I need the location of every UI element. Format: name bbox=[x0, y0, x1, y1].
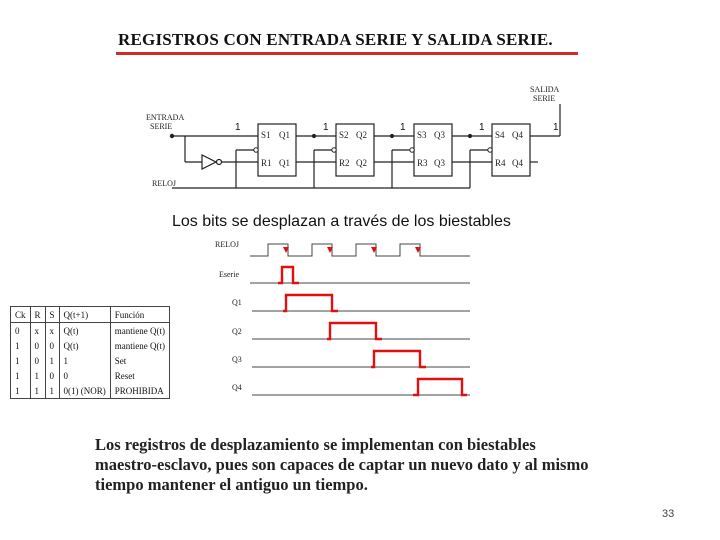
column-header: S bbox=[45, 307, 59, 323]
description-text bbox=[95, 435, 635, 495]
table-cell: 1 bbox=[30, 368, 45, 383]
bit-value: 1 bbox=[235, 122, 241, 133]
table-cell: 1 bbox=[45, 353, 59, 368]
table-cell: Q(t) bbox=[59, 323, 110, 339]
table-cell: PROHIBIDA bbox=[114, 385, 164, 396]
table-cell: 0 bbox=[30, 338, 45, 353]
table-row bbox=[11, 323, 170, 339]
bit-value: 1 bbox=[323, 122, 329, 133]
ff3-q-label: Q3 bbox=[434, 130, 445, 140]
slide-title: REGISTROS CON ENTRADA SERIE Y SALIDA SERIE. bbox=[118, 30, 553, 49]
column-header: Ck bbox=[11, 307, 31, 323]
table-header-row bbox=[11, 307, 170, 323]
input-label-2: SERIE bbox=[150, 122, 173, 131]
clock-waveform bbox=[250, 244, 470, 256]
column-header: R bbox=[30, 307, 45, 323]
table-cell: 0(1) (NOR) bbox=[59, 383, 110, 399]
ff1-qn-label: Q1 bbox=[279, 158, 290, 168]
clock-label: RELOJ bbox=[152, 179, 176, 188]
ff2-s-label: S2 bbox=[339, 130, 349, 140]
bit-value: 1 bbox=[400, 122, 406, 133]
page-number: 33 bbox=[662, 508, 675, 520]
bit-value: 1 bbox=[479, 122, 485, 133]
q4-pulse bbox=[413, 379, 467, 395]
signal-label: RELOJ bbox=[215, 240, 239, 249]
signal-label: Q1 bbox=[232, 298, 242, 307]
ff2-qn-label: Q2 bbox=[356, 158, 367, 168]
ff2-r-label: R2 bbox=[339, 158, 350, 168]
table-cell: Q(t) bbox=[59, 338, 110, 353]
signal-label: Q3 bbox=[232, 355, 242, 364]
ff3-s-label: S3 bbox=[417, 130, 427, 140]
eserie-pulse bbox=[278, 267, 299, 283]
output-label-1: SALIDA bbox=[530, 85, 560, 94]
q3-pulse bbox=[371, 351, 426, 367]
diagram-caption: Los bits se desplazan a través de los biestables bbox=[172, 213, 511, 230]
table-cell: x bbox=[45, 323, 59, 339]
table-row bbox=[11, 338, 170, 353]
ff3-qn-label: Q3 bbox=[434, 158, 445, 168]
ff2-q-label: Q2 bbox=[356, 130, 367, 140]
table-cell: x bbox=[30, 323, 45, 339]
table-cell: 1 bbox=[30, 383, 45, 399]
description-line: tiempo mantener el antiguo un tiempo. bbox=[95, 475, 368, 494]
ff3-r-label: R3 bbox=[417, 158, 428, 168]
q1-pulse bbox=[283, 295, 338, 311]
column-header: Q(t+1) bbox=[59, 307, 110, 323]
q2-pulse bbox=[327, 323, 382, 339]
table-row bbox=[11, 368, 170, 383]
table-row bbox=[11, 383, 170, 399]
description-line: maestro-esclavo, pues son capaces de captar un nuevo dato y al mismo bbox=[95, 455, 589, 474]
table-cell: Reset bbox=[114, 370, 135, 381]
input-label-1: ENTRADA bbox=[146, 113, 185, 122]
table-cell: 1 bbox=[11, 368, 31, 383]
table-cell: mantiene Q(t) bbox=[114, 325, 166, 336]
table-cell: Set bbox=[114, 355, 127, 366]
table-cell: 0 bbox=[30, 353, 45, 368]
ff4-qn-label: Q4 bbox=[512, 158, 523, 168]
table-cell: 1 bbox=[11, 383, 31, 399]
table-cell: 0 bbox=[59, 368, 110, 383]
ff4-s-label: S4 bbox=[495, 130, 505, 140]
table-cell: 0 bbox=[11, 323, 31, 339]
ff1-r-label: R1 bbox=[261, 158, 272, 168]
ff4-q-label: Q4 bbox=[512, 130, 523, 140]
ff1-q-label: Q1 bbox=[279, 130, 290, 140]
table-row bbox=[11, 353, 170, 368]
table-cell: 1 bbox=[11, 338, 31, 353]
table-cell: 0 bbox=[45, 338, 59, 353]
column-header: Función bbox=[110, 307, 169, 323]
description-line: Los registros de desplazamiento se implementan con biestables bbox=[95, 435, 536, 454]
ff4-r-label: R4 bbox=[495, 158, 506, 168]
table-cell: 1 bbox=[59, 353, 110, 368]
table-cell: mantiene Q(t) bbox=[114, 340, 166, 351]
bit-value: 1 bbox=[553, 122, 559, 133]
table-cell: 1 bbox=[45, 383, 59, 399]
signal-label: Q2 bbox=[232, 327, 242, 336]
table-cell: 0 bbox=[45, 368, 59, 383]
table-cell: 1 bbox=[11, 353, 31, 368]
truth-table bbox=[10, 306, 170, 399]
signal-label: Q4 bbox=[232, 383, 242, 392]
output-label-2: SERIE bbox=[533, 94, 556, 103]
ff1-s-label: S1 bbox=[261, 130, 271, 140]
signal-label: Eserie bbox=[219, 270, 239, 279]
